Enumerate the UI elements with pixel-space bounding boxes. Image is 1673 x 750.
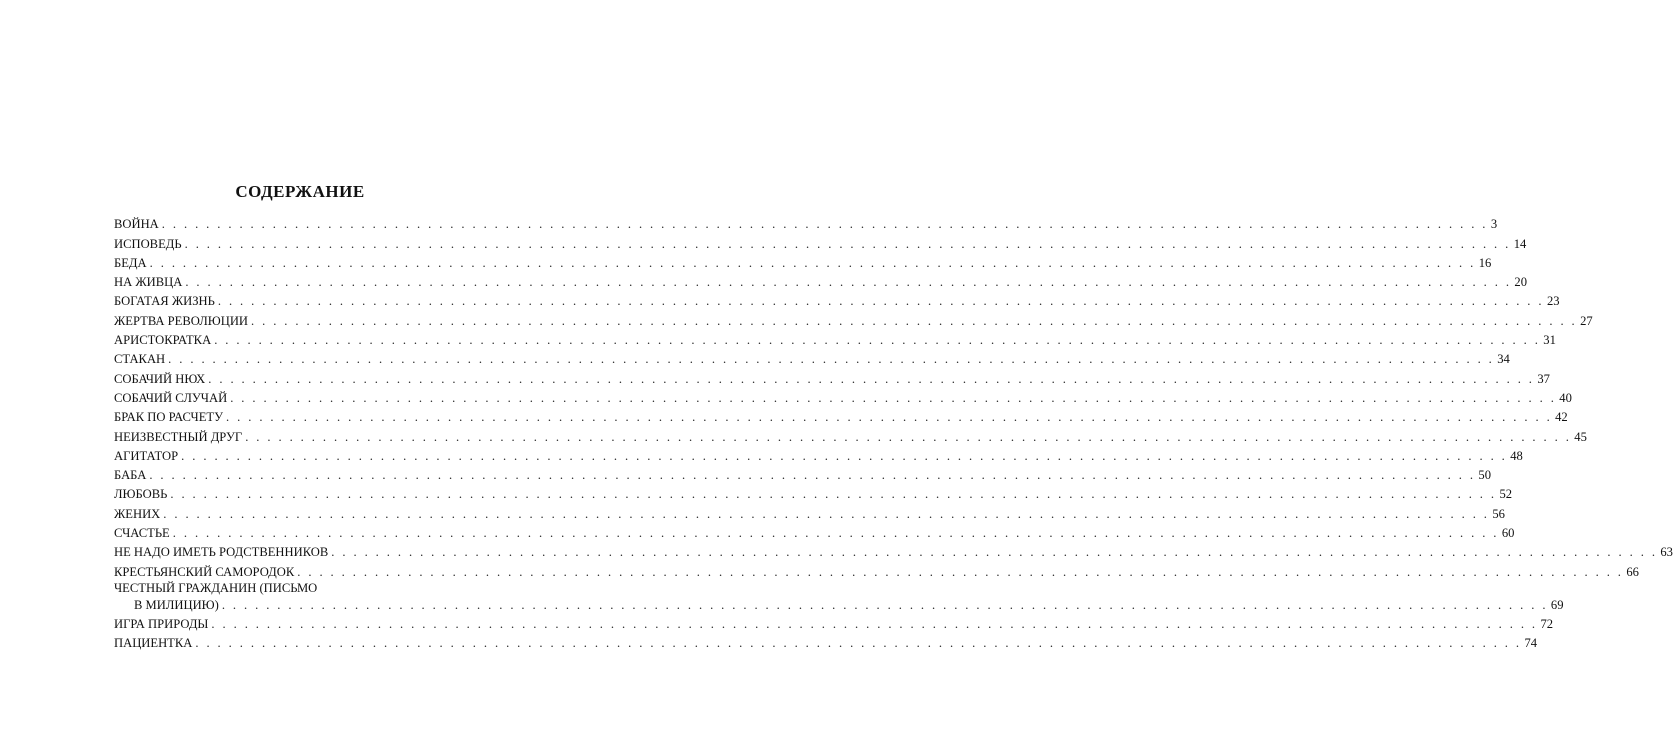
- toc-entry: [114, 559, 1639, 579]
- dot-leader: . . . . . . . . . . . . . . . . . . . . . . . . . . . . . . . . . . . . . . . . . . . . . . . . . . . . . . . . . . . . . . . . . . . . . . . . . . . . . . . . . . . . . . . . . . . . . . . . . . . . . . . . . . . . . . . . . . . . . . . .: [208, 371, 1535, 386]
- dot-leader: . . . . . . . . . . . . . . . . . . . . . . . . . . . . . . . . . . . . . . . . . . . . . . . . . . . . . . . . . . . . . . . . . . . . . . . . . . . . . . . . . . . . . . . . . . . . . . . . . . . . . . . . . . . . . . . . . . . . . . . .: [297, 564, 1624, 579]
- dot-leader: . . . . . . . . . . . . . . . . . . . . . . . . . . . . . . . . . . . . . . . . . . . . . . . . . . . . . . . . . . . . . . . . . . . . . . . . . . . . . . . . . . . . . . . . . . . . . . . . . . . . . . . . . . . . . . . . . . . . . . . .: [163, 506, 1490, 521]
- toc-entry-page: 69: [1550, 597, 1564, 612]
- toc-entry-title: ВОЙНА: [114, 217, 159, 232]
- dot-leader: . . . . . . . . . . . . . . . . . . . . . . . . . . . . . . . . . . . . . . . . . . . . . . . . . . . . . . . . . . . . . . . . . . . . . . . . . . . . . . . . . . . . . . . . . . . . . . . . . . . . . . . . . . . . . . . . . . . . . . . .: [251, 313, 1578, 328]
- toc-entry: [114, 444, 1523, 463]
- toc-entry: [114, 612, 1554, 631]
- dot-leader: . . . . . . . . . . . . . . . . . . . . . . . . . . . . . . . . . . . . . . . . . . . . . . . . . . . . . . . . . . . . . . . . . . . . . . . . . . . . . . . . . . . . . . . . . . . . . . . . . . . . . . . . . . . . . . . . . . . . . . . .: [226, 410, 1553, 425]
- toc-entry-page: 74: [1524, 636, 1538, 651]
- toc-entry-title: СОБАЧИЙ СЛУЧАЙ: [114, 390, 228, 405]
- page-title: СОДЕРЖАНИЕ: [235, 182, 365, 201]
- dot-leader: . . . . . . . . . . . . . . . . . . . . . . . . . . . . . . . . . . . . . . . . . . . . . . . . . . . . . . . . . . . . . . . . . . . . . . . . . . . . . . . . . . . . . . . . . . . . . . . . . . . . . . . . . . . . . . . . . . . . . . . .: [170, 487, 1497, 502]
- toc-entry-page: 3: [1490, 217, 1498, 232]
- dot-leader: . . . . . . . . . . . . . . . . . . . . . . . . . . . . . . . . . . . . . . . . . . . . . . . . . . . . . . . . . . . . . . . . . . . . . . . . . . . . . . . . . . . . . . . . . . . . . . . . . . . . . . . . . . . . . . . . . . . . . . . .: [161, 217, 1488, 232]
- toc-entry: [114, 251, 1492, 270]
- toc-entry-title: В МИЛИЦИЮ): [134, 597, 219, 612]
- toc-entry-title: ИГРА ПРИРОДЫ: [114, 616, 209, 631]
- toc-entry: [114, 521, 1515, 541]
- dot-leader: . . . . . . . . . . . . . . . . . . . . . . . . . . . . . . . . . . . . . . . . . . . . . . . . . . . . . . . . . . . . . . . . . . . . . . . . . . . . . . . . . . . . . . . . . . . . . . . . . . . . . . . . . . . . . . . . . . . . . . . .: [195, 636, 1522, 651]
- toc-entry: [114, 540, 1673, 560]
- dot-leader: . . . . . . . . . . . . . . . . . . . . . . . . . . . . . . . . . . . . . . . . . . . . . . . . . . . . . . . . . . . . . . . . . . . . . . . . . . . . . . . . . . . . . . . . . . . . . . . . . . . . . . . . . . . . . . . . . . . . . . . .: [245, 429, 1572, 444]
- dot-leader: . . . . . . . . . . . . . . . . . . . . . . . . . . . . . . . . . . . . . . . . . . . . . . . . . . . . . . . . . . . . . . . . . . . . . . . . . . . . . . . . . . . . . . . . . . . . . . . . . . . . . . . . . . . . . . . . . . . . . . . .: [184, 236, 1511, 251]
- toc-entry: [114, 289, 1560, 309]
- toc-entry-page: 20: [1514, 275, 1527, 290]
- toc-entry-multiline: [114, 579, 1564, 612]
- toc-entry-title: БОГАТАЯ ЖИЗНЬ: [114, 294, 215, 309]
- toc-entry-page: 60: [1501, 526, 1515, 541]
- toc-entry-page: 45: [1574, 429, 1587, 444]
- toc-entry-title: ЖЕРТВА РЕВОЛЮЦИИ: [114, 313, 249, 328]
- dot-leader: . . . . . . . . . . . . . . . . . . . . . . . . . . . . . . . . . . . . . . . . . . . . . . . . . . . . . . . . . . . . . . . . . . . . . . . . . . . . . . . . . . . . . . . . . . . . . . . . . . . . . . . . . . . . . . . . . . . . . . . .: [214, 333, 1541, 348]
- dot-leader: . . . . . . . . . . . . . . . . . . . . . . . . . . . . . . . . . . . . . . . . . . . . . . . . . . . . . . . . . . . . . . . . . . . . . . . . . . . . . . . . . . . . . . . . . . . . . . . . . . . . . . . . . . . . . . . . . . . . . . . .: [172, 526, 1499, 541]
- dot-leader: . . . . . . . . . . . . . . . . . . . . . . . . . . . . . . . . . . . . . . . . . . . . . . . . . . . . . . . . . . . . . . . . . . . . . . . . . . . . . . . . . . . . . . . . . . . . . . . . . . . . . . . . . . . . . . . . . . . . . . . .: [181, 448, 1508, 463]
- toc-entry: [114, 328, 1556, 348]
- toc-entry-title: НЕ НАДО ИМЕТЬ РОДСТВЕННИКОВ: [114, 545, 329, 560]
- toc-entry-page: 27: [1580, 313, 1593, 328]
- toc-entry-page: 63: [1660, 545, 1673, 560]
- toc-entry-title: ПАЦИЕНТКА: [114, 636, 193, 651]
- toc-entry-title: НЕИЗВЕСТНЫЙ ДРУГ: [114, 429, 243, 444]
- toc-entry: [114, 463, 1491, 483]
- toc-entry: [114, 482, 1513, 502]
- toc-entry-page: 34: [1497, 352, 1510, 367]
- toc-entry: [114, 501, 1505, 521]
- toc-entry: [114, 308, 1593, 328]
- toc-entry: [114, 366, 1550, 386]
- toc-entry-title: БАБА: [114, 468, 147, 483]
- dot-leader: . . . . . . . . . . . . . . . . . . . . . . . . . . . . . . . . . . . . . . . . . . . . . . . . . . . . . . . . . . . . . . . . . . . . . . . . . . . . . . . . . . . . . . . . . . . . . . . . . . . . . . . . . . . . . . . . . . . . . . . .: [217, 294, 1544, 309]
- toc-entry-title: ЖЕНИХ: [114, 506, 161, 521]
- toc-entry-title: КРЕСТЬЯНСКИЙ САМОРОДОК: [114, 564, 295, 579]
- toc-entry-title: ИСПОВЕДЬ: [114, 236, 182, 251]
- toc-entry: [114, 231, 1527, 251]
- toc-entry: [114, 405, 1568, 425]
- toc-entry-page: 42: [1555, 410, 1568, 425]
- dot-leader: . . . . . . . . . . . . . . . . . . . . . . . . . . . . . . . . . . . . . . . . . . . . . . . . . . . . . . . . . . . . . . . . . . . . . . . . . . . . . . . . . . . . . . . . . . . . . . . . . . . . . . . . . . . . . . . . . . . . . . . .: [221, 597, 1548, 612]
- dot-leader: . . . . . . . . . . . . . . . . . . . . . . . . . . . . . . . . . . . . . . . . . . . . . . . . . . . . . . . . . . . . . . . . . . . . . . . . . . . . . . . . . . . . . . . . . . . . . . . . . . . . . . . . . . . . . . . . . . . . . . . .: [149, 255, 1476, 270]
- toc-entry-page: 16: [1478, 255, 1492, 270]
- dot-leader: . . . . . . . . . . . . . . . . . . . . . . . . . . . . . . . . . . . . . . . . . . . . . . . . . . . . . . . . . . . . . . . . . . . . . . . . . . . . . . . . . . . . . . . . . . . . . . . . . . . . . . . . . . . . . . . . . . . . . . . .: [211, 616, 1538, 631]
- toc-entry-title: БРАК ПО РАСЧЕТУ: [114, 410, 224, 425]
- toc-entry-page: 56: [1492, 506, 1505, 521]
- toc-entry: [114, 424, 1587, 444]
- dot-leader: . . . . . . . . . . . . . . . . . . . . . . . . . . . . . . . . . . . . . . . . . . . . . . . . . . . . . . . . . . . . . . . . . . . . . . . . . . . . . . . . . . . . . . . . . . . . . . . . . . . . . . . . . . . . . . . . . . . . . . . .: [149, 468, 1476, 483]
- toc-entry-title: АГИТАТОР: [114, 448, 179, 463]
- toc-entry-title: БЕДА: [114, 255, 147, 270]
- dot-leader: . . . . . . . . . . . . . . . . . . . . . . . . . . . . . . . . . . . . . . . . . . . . . . . . . . . . . . . . . . . . . . . . . . . . . . . . . . . . . . . . . . . . . . . . . . . . . . . . . . . . . . . . . . . . . . . . . . . . . . . .: [168, 352, 1495, 367]
- toc-entry-title: СОБАЧИЙ НЮХ: [114, 371, 206, 386]
- toc-entry-page: 14: [1513, 236, 1527, 251]
- toc-entry-title: СТАКАН: [114, 352, 166, 367]
- toc-entry-page: 23: [1546, 294, 1560, 309]
- toc-entry-page: 37: [1537, 371, 1550, 386]
- dot-leader: . . . . . . . . . . . . . . . . . . . . . . . . . . . . . . . . . . . . . . . . . . . . . . . . . . . . . . . . . . . . . . . . . . . . . . . . . . . . . . . . . . . . . . . . . . . . . . . . . . . . . . . . . . . . . . . . . . . . . . . .: [331, 545, 1658, 560]
- toc-entry-title: ЛЮБОВЬ: [114, 487, 168, 502]
- toc-entry: [114, 595, 1564, 612]
- table-of-contents: [114, 212, 1673, 651]
- dot-leader: . . . . . . . . . . . . . . . . . . . . . . . . . . . . . . . . . . . . . . . . . . . . . . . . . . . . . . . . . . . . . . . . . . . . . . . . . . . . . . . . . . . . . . . . . . . . . . . . . . . . . . . . . . . . . . . . . . . . . . . .: [185, 275, 1512, 290]
- toc-entry-page: 52: [1499, 487, 1513, 502]
- toc-entry-page: 40: [1559, 390, 1572, 405]
- toc-entry-title: АРИСТОКРАТКА: [114, 333, 212, 348]
- toc-entry: [114, 347, 1510, 367]
- toc-entry-page: 50: [1478, 468, 1491, 483]
- toc-entry: [114, 631, 1538, 651]
- toc-entry-page: 72: [1540, 616, 1554, 631]
- toc-entry: [114, 270, 1527, 290]
- toc-entry: [114, 386, 1572, 405]
- dot-leader: . . . . . . . . . . . . . . . . . . . . . . . . . . . . . . . . . . . . . . . . . . . . . . . . . . . . . . . . . . . . . . . . . . . . . . . . . . . . . . . . . . . . . . . . . . . . . . . . . . . . . . . . . . . . . . . . . . . . . . . .: [230, 390, 1557, 405]
- toc-entry-title: СЧАСТЬЕ: [114, 526, 170, 541]
- toc-entry-title: НА ЖИВЦА: [114, 275, 183, 290]
- toc-entry: [114, 212, 1498, 232]
- toc-entry-page: 48: [1510, 448, 1523, 463]
- toc-entry-title: ЧЕСТНЫЙ ГРАЖДАНИН (ПИСЬМО: [114, 580, 318, 595]
- toc-entry-page: 66: [1626, 564, 1639, 579]
- toc-entry-page: 31: [1543, 333, 1556, 348]
